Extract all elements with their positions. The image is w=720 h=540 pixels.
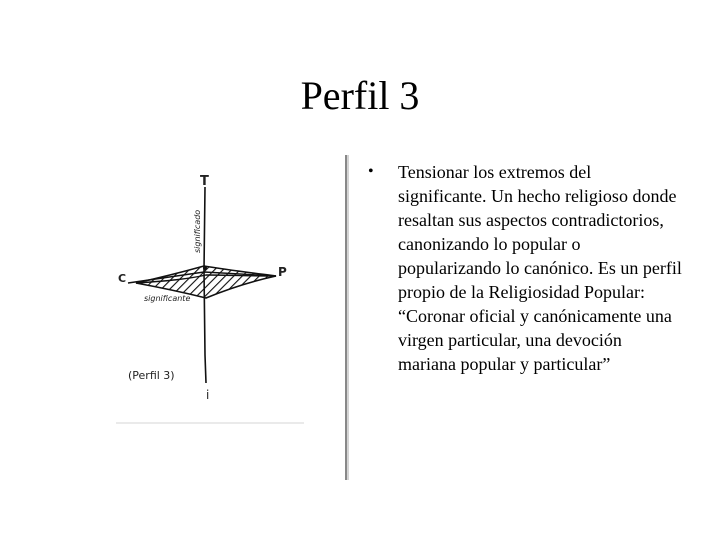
label-left: C [118,272,127,285]
profile-diagram [108,155,358,490]
label-bottom: i [206,388,210,402]
vertical-axis-label: significado [193,209,202,253]
figure-caption: (Perfil 3) [128,369,175,382]
label-top: T [200,174,209,189]
bullet-marker: • [368,163,374,180]
horizontal-axis-label: significante [144,294,191,303]
axis-origin-dot [203,266,207,270]
slide-title: Perfil 3 [300,73,420,118]
bullet-list [364,160,684,376]
bullet-text: Tensionar los extremos del significante. Un hecho religioso donde resaltan sus aspectos contradictorios, canonizando lo popular o popularizando lo canónico. Es un perfil propio de la Religiosidad Popular: “Coronar oficial y canónicamente una virgen particular, una devoción mariana popular y particular” [398,162,682,374]
bullet-item [364,160,684,376]
label-right: P [278,265,287,279]
profile-diagram-svg [108,155,358,490]
